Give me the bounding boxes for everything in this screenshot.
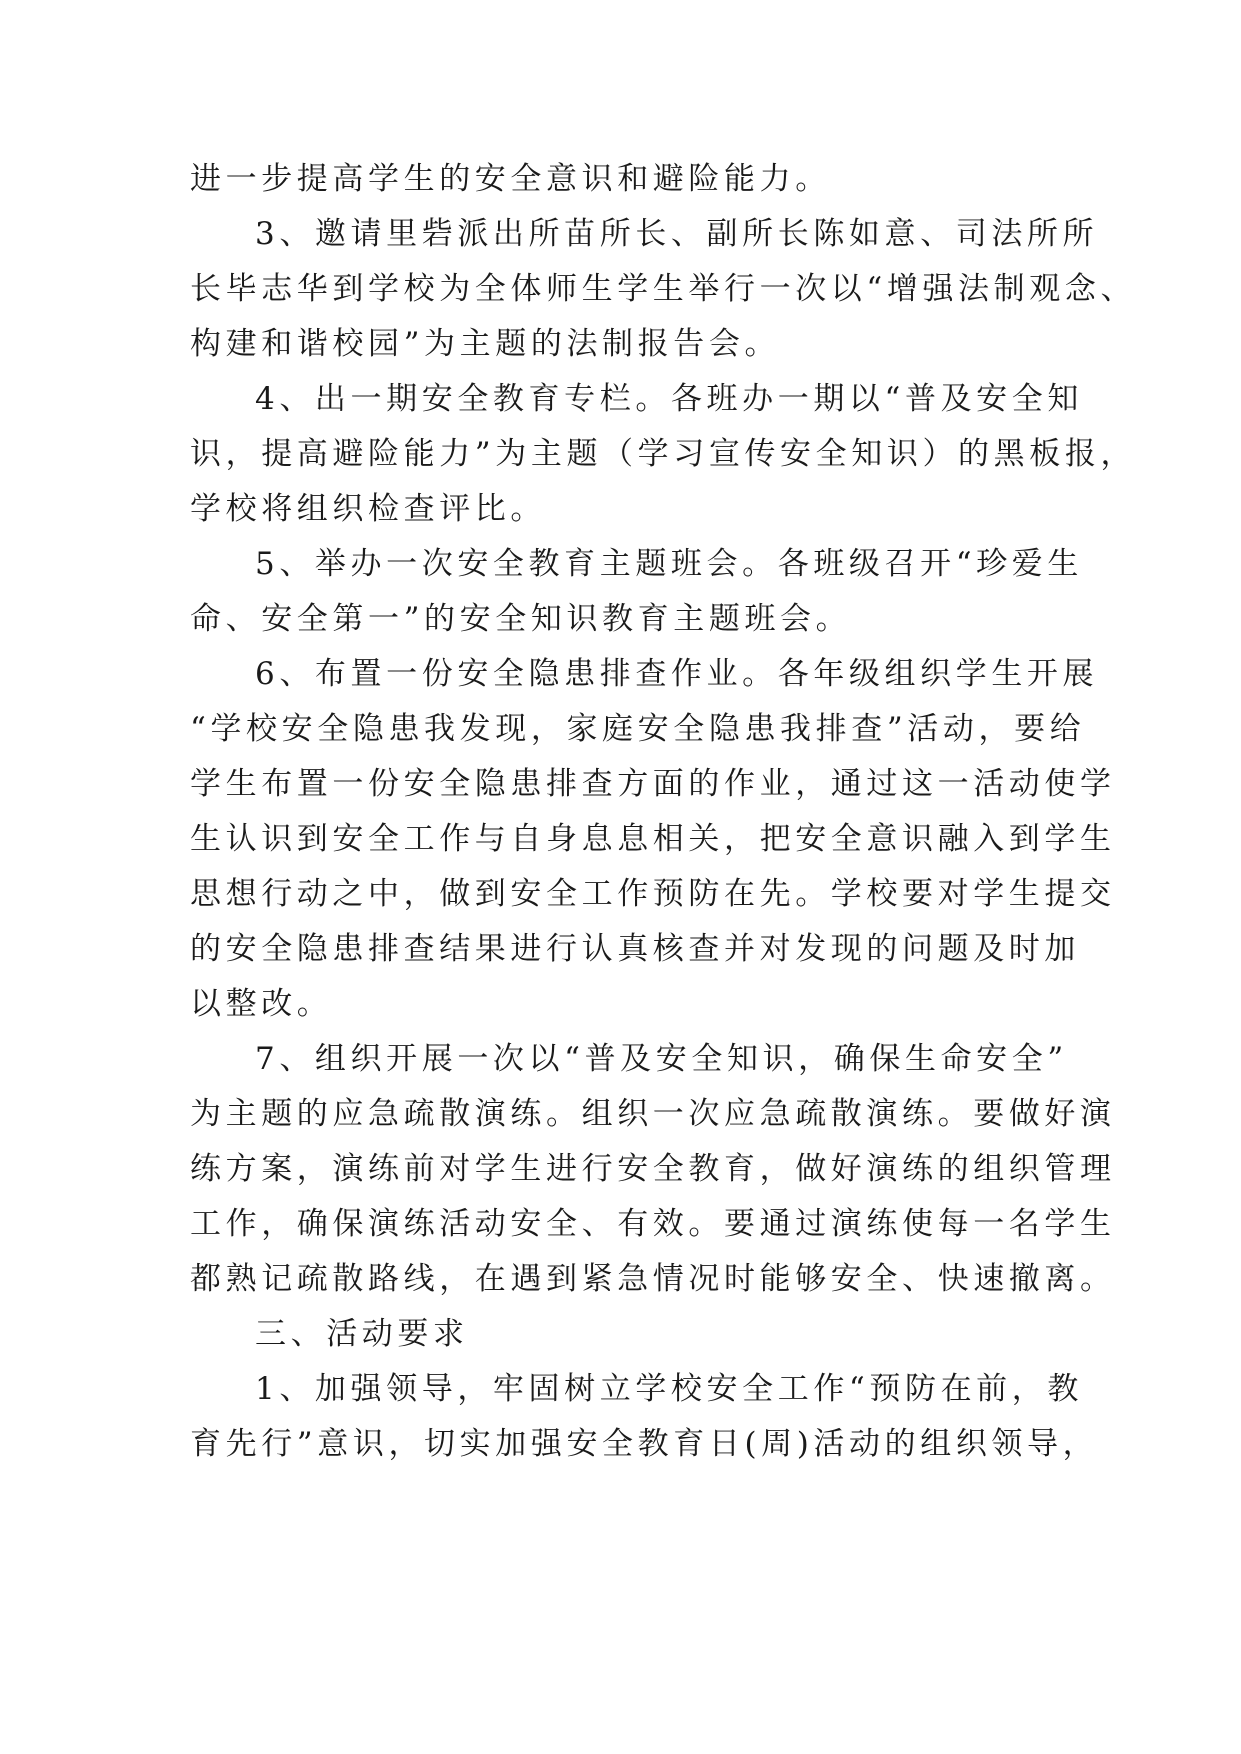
text-line: 进一步提高学生的安全意识和避险能力。 — [190, 161, 831, 197]
paragraph-item-5-line: 5、举办一次安全教育主题班会。各班级召开“珍爱生 — [255, 546, 1083, 582]
text-line: 长毕志华到学校为全体师生学生举行一次以“增强法制观念、 — [190, 271, 1137, 307]
paragraph-item-3-line: 3、邀请里砦派出所苗所长、副所长陈如意、司法所所 — [255, 216, 1099, 252]
text-line: 学校将组织检查评比。 — [190, 491, 546, 527]
text-line: 练方案，演练前对学生进行安全教育，做好演练的组织管理 — [190, 1151, 1116, 1187]
text-line: 构建和谐校园”为主题的法制报告会。 — [190, 326, 781, 362]
text-line: 生认识到安全工作与自身息息相关，把安全意识融入到学生 — [190, 821, 1116, 857]
text-line: 学生布置一份安全隐患排查方面的作业，通过这一活动使学 — [190, 766, 1116, 802]
text-line: 思想行动之中，做到安全工作预防在先。学校要对学生提交 — [190, 876, 1116, 912]
text-line: 都熟记疏散路线，在遇到紧急情况时能够安全、快速撤离。 — [190, 1261, 1116, 1297]
text-line: 命、安全第一”的安全知识教育主题班会。 — [190, 601, 852, 637]
body-text — [190, 152, 1137, 1472]
section-heading: 三、活动要求 — [255, 1316, 469, 1352]
text-line: “学校安全隐患我发现，家庭安全隐患我排查”活动，要给 — [190, 711, 1086, 747]
paragraph-requirement-1-line: 1、加强领导，牢固树立学校安全工作“预防在前，教 — [255, 1371, 1083, 1407]
text-line: 工作，确保演练活动安全、有效。要通过演练使每一名学生 — [190, 1206, 1116, 1242]
text-line: 以整改。 — [190, 986, 333, 1022]
paragraph-item-6-line: 6、布置一份安全隐患排查作业。各年级组织学生开展 — [255, 656, 1099, 692]
text-line: 育先行”意识，切实加强安全教育日(周)活动的组织领导， — [190, 1426, 1099, 1462]
paragraph-item-4-line: 4、出一期安全教育专栏。各班办一期以“普及安全知 — [255, 381, 1083, 417]
text-line: 的安全隐患排查结果进行认真核查并对发现的问题及时加 — [190, 931, 1080, 967]
paragraph-item-7-line: 7、组织开展一次以“普及安全知识，确保生命安全” — [255, 1041, 1068, 1077]
text-line: 为主题的应急疏散演练。组织一次应急疏散演练。要做好演 — [190, 1096, 1116, 1132]
text-line: 识，提高避险能力”为主题（学习宣传安全知识）的黑板报， — [190, 436, 1137, 472]
